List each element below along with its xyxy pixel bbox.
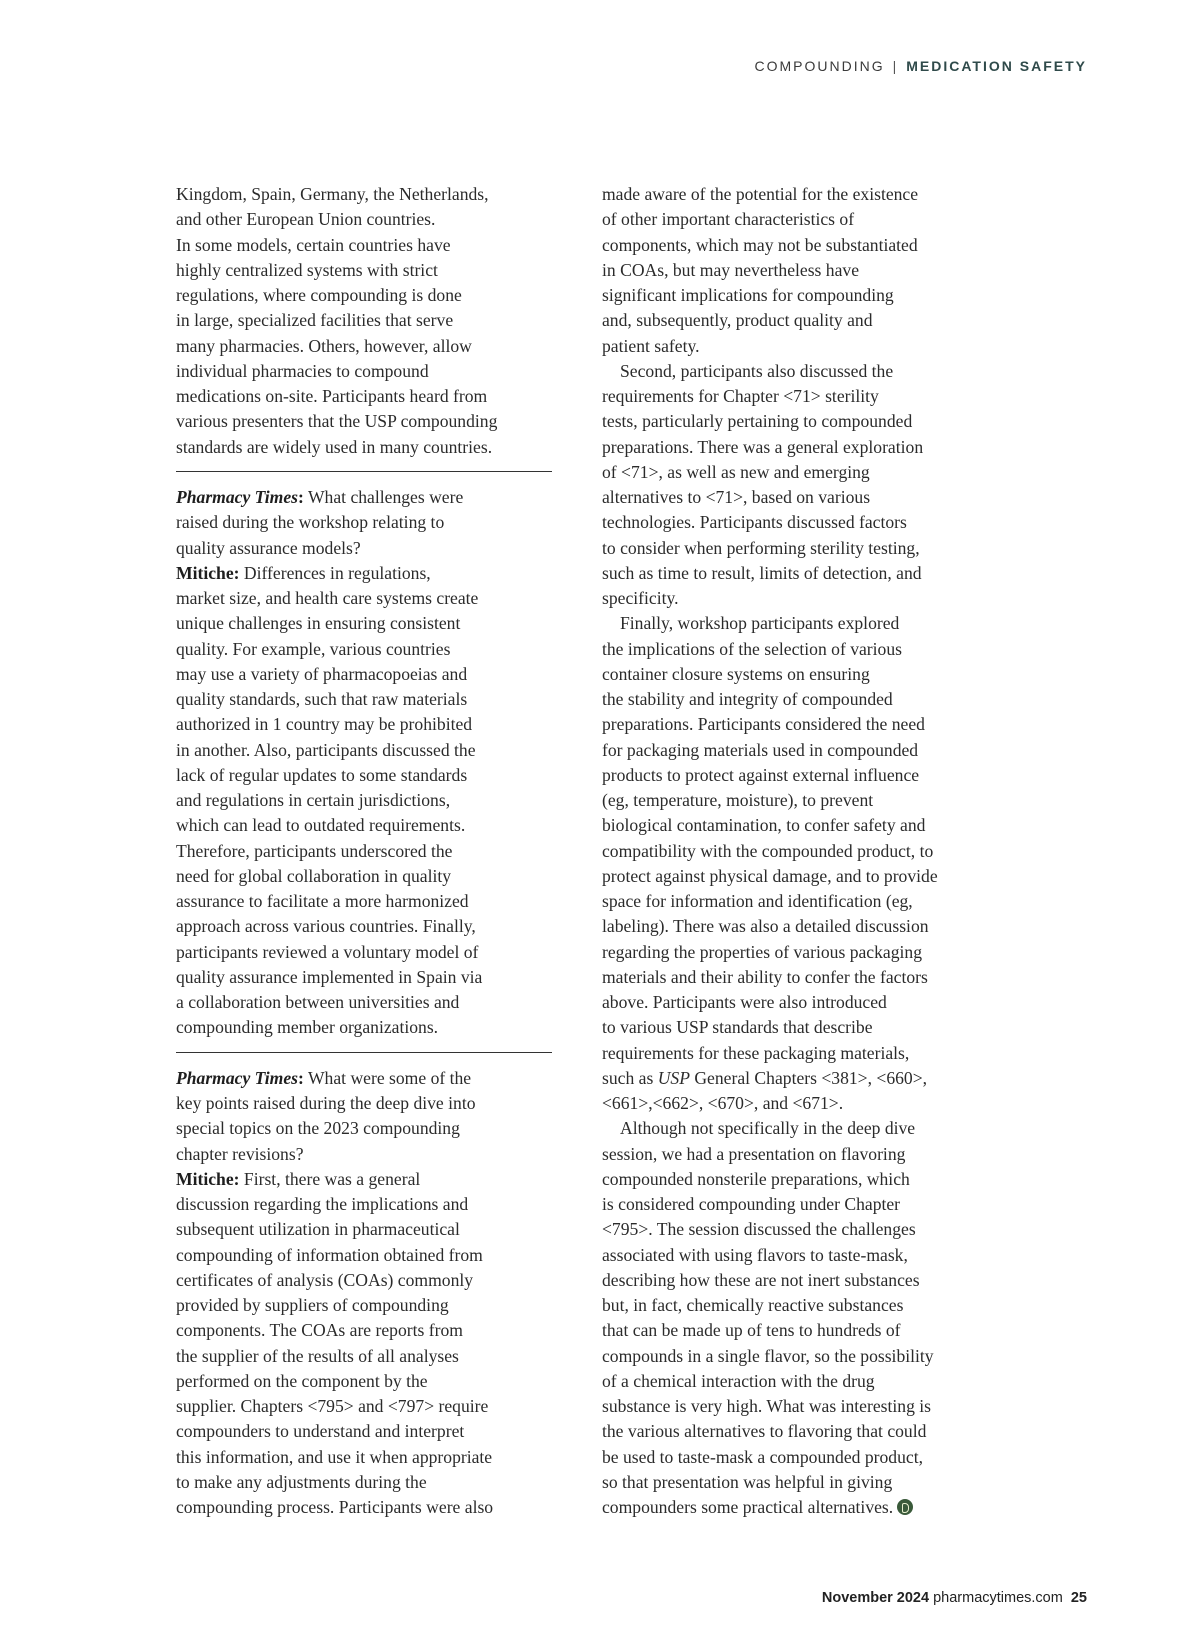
text-line: authorized in 1 country may be prohibited bbox=[176, 714, 473, 735]
text-line: the various alternatives to flavoring that could bbox=[602, 1421, 927, 1442]
text-line: supplier. Chapters <795> and <797> require bbox=[176, 1396, 489, 1416]
text-line: of <71>, as well as new and emerging bbox=[602, 461, 870, 482]
text-line: Although not specifically in the deep dive bbox=[620, 1118, 916, 1139]
text-line: compounds in a single flavor, so the possibility bbox=[602, 1345, 934, 1366]
text-line: preparations. There was a general exploration bbox=[602, 436, 924, 457]
text-line: compounding member organizations. bbox=[176, 1017, 439, 1038]
text-line: the stability and integrity of compounded bbox=[602, 689, 893, 709]
qa-block-2 bbox=[176, 1066, 571, 1521]
text-line: performed on the component by the bbox=[176, 1370, 428, 1391]
text-line: compounded nonsterile preparations, which bbox=[602, 1168, 910, 1189]
closing-line bbox=[602, 1495, 1012, 1520]
text-line: to make any adjustments during the bbox=[176, 1471, 427, 1492]
answer-continued bbox=[176, 1192, 571, 1520]
text-line: Second, participants also discussed the bbox=[620, 360, 894, 381]
text-line: compatibility with the compounded product, to bbox=[602, 840, 934, 861]
text-line: patient safety. bbox=[602, 335, 700, 356]
text-line: standards are widely used in many countries. bbox=[176, 436, 493, 457]
paragraph-3 bbox=[602, 611, 1012, 1066]
text-line: subsequent utilization in pharmaceutical bbox=[176, 1219, 460, 1240]
text-line: in COAs, but may nevertheless have bbox=[602, 259, 860, 280]
page-number: 25 bbox=[1070, 1590, 1087, 1606]
paragraph-2 bbox=[602, 359, 1012, 612]
text-line: approach across various countries. Finally, bbox=[176, 916, 476, 937]
header-section: MEDICATION SAFETY bbox=[906, 58, 1087, 74]
text-line: a collaboration between universities and bbox=[176, 992, 460, 1012]
usp-suffix: General Chapters <381>, <660>, bbox=[689, 1067, 928, 1088]
text-line: to various USP standards that describe bbox=[602, 1017, 873, 1038]
text-line: such as time to result, limits of detection, and bbox=[602, 562, 922, 583]
question-line: Pharmacy Times: What challenges were bbox=[176, 487, 464, 507]
text-line: the implications of the selection of various bbox=[602, 638, 902, 659]
answerer-label: Mitiche: bbox=[176, 562, 240, 583]
answer-text: Differences in regulations, bbox=[243, 562, 431, 583]
text-line: compounding process. Participants were also bbox=[176, 1497, 494, 1517]
text-line: for packaging materials used in compounded bbox=[602, 739, 919, 760]
text-line: Therefore, participants underscored the bbox=[176, 840, 453, 861]
qa-block-1 bbox=[176, 485, 571, 1041]
text-line: space for information and identification (eg, bbox=[602, 891, 913, 911]
question-text: What were some of the bbox=[307, 1067, 472, 1088]
text-line: session, we had a presentation on flavoring bbox=[602, 1143, 906, 1164]
text-line: in large, specialized facilities that serve bbox=[176, 310, 454, 331]
text-line: many pharmacies. Others, however, allow bbox=[176, 335, 472, 356]
text-line: alternatives to <71>, based on various bbox=[602, 487, 871, 507]
text-line: compounders to understand and interpret bbox=[176, 1421, 465, 1442]
section-divider bbox=[176, 460, 571, 485]
text-line: technologies. Participants discussed factors bbox=[602, 512, 907, 533]
question-continued bbox=[176, 510, 571, 561]
text-line: to consider when performing sterility testing, bbox=[602, 537, 920, 558]
text-line: compounding of information obtained from bbox=[176, 1244, 483, 1265]
pharmacy-times-end-mark-icon bbox=[897, 1499, 913, 1515]
answer-continued bbox=[176, 586, 571, 1041]
text-line: container closure systems on ensuring bbox=[602, 663, 870, 684]
text-line: requirements for these packaging materials, bbox=[602, 1042, 910, 1063]
text-line: unique challenges in ensuring consistent bbox=[176, 613, 461, 634]
text-line: which can lead to outdated requirements. bbox=[176, 815, 466, 836]
text-line: materials and their ability to confer the factors bbox=[602, 966, 928, 987]
text-line: of a chemical interaction with the drug bbox=[602, 1370, 875, 1391]
text-line: so that presentation was helpful in giving bbox=[602, 1471, 893, 1492]
text-line: is considered compounding under Chapter bbox=[602, 1194, 901, 1214]
usp-chapters-line bbox=[602, 1066, 1012, 1091]
text-line: may use a variety of pharmacopoeias and bbox=[176, 663, 468, 684]
text-line: provided by suppliers of compounding bbox=[176, 1295, 449, 1315]
text-line: that can be made up of tens to hundreds of bbox=[602, 1320, 901, 1341]
text-line: requirements for Chapter <71> sterility bbox=[602, 386, 879, 406]
text-line: above. Participants were also introduced bbox=[602, 992, 887, 1012]
text-line: the supplier of the results of all analyses bbox=[176, 1345, 459, 1366]
text-line: assurance to facilitate a more harmonized bbox=[176, 891, 469, 911]
text-line: this information, and use it when appropriate bbox=[176, 1446, 493, 1467]
text-line: but, in fact, chemically reactive substances bbox=[602, 1295, 904, 1315]
text-line: biological contamination, to confer safety and bbox=[602, 815, 926, 836]
text-line: components, which may not be substantiated bbox=[602, 234, 918, 255]
section-divider bbox=[176, 1041, 571, 1066]
text-line: and, subsequently, product quality and bbox=[602, 310, 873, 331]
text-line: specificity. bbox=[602, 588, 679, 608]
header-separator: | bbox=[892, 58, 899, 74]
text-line: Finally, workshop participants explored bbox=[620, 613, 900, 634]
text-line: significant implications for compounding bbox=[602, 285, 894, 305]
question-text: What challenges were bbox=[307, 487, 464, 507]
usp-chapters-line-2: <661>,<662>, <670>, and <671>. bbox=[602, 1093, 844, 1113]
site-url: pharmacytimes.com bbox=[933, 1590, 1063, 1606]
text-line: key points raised during the deep dive into bbox=[176, 1093, 476, 1113]
text-line: participants reviewed a voluntary model of bbox=[176, 941, 479, 962]
text-line: components. The COAs are reports from bbox=[176, 1320, 463, 1341]
left-column bbox=[176, 182, 571, 1520]
text-line: quality assurance implemented in Spain via bbox=[176, 966, 483, 987]
text-line: (eg, temperature, moisture), to prevent bbox=[602, 790, 874, 810]
text-line: <795>. The session discussed the challenges bbox=[602, 1219, 916, 1240]
asker-label: Pharmacy Times bbox=[176, 1067, 298, 1088]
text-line: and regulations in certain jurisdictions, bbox=[176, 790, 451, 810]
usp-italic: USP bbox=[657, 1067, 690, 1088]
text-line: labeling). There was also a detailed discussion bbox=[602, 916, 929, 937]
text-line: various presenters that the USP compounding bbox=[176, 411, 498, 432]
closing-text: compounders some practical alternatives. bbox=[602, 1497, 894, 1517]
text-line: preparations. Participants considered the need bbox=[602, 714, 925, 735]
text-line: medications on-site. Participants heard from bbox=[176, 386, 488, 406]
text-line: substance is very high. What was interesting is bbox=[602, 1396, 932, 1416]
paragraph-4 bbox=[602, 1116, 1012, 1495]
text-line: regarding the properties of various packaging bbox=[602, 941, 922, 962]
text-line: made aware of the potential for the existence bbox=[602, 184, 919, 204]
text-line: protect against physical damage, and to provide bbox=[602, 865, 938, 886]
text-line: individual pharmacies to compound bbox=[176, 360, 429, 381]
intro-paragraph bbox=[176, 182, 571, 460]
paragraph-1 bbox=[602, 182, 1012, 359]
text-line: raised during the workshop relating to bbox=[176, 512, 445, 533]
running-header bbox=[754, 58, 1087, 74]
question-line: Pharmacy Times: What were some of the bbox=[176, 1067, 472, 1088]
answer-text: First, there was a general bbox=[243, 1168, 421, 1189]
usp-prefix: such as bbox=[602, 1067, 658, 1088]
text-line: and other European Union countries. bbox=[176, 209, 436, 230]
header-category: COMPOUNDING bbox=[754, 58, 885, 74]
text-line: quality assurance models? bbox=[176, 537, 361, 558]
answer-line bbox=[176, 561, 571, 586]
asker-label: Pharmacy Times bbox=[176, 487, 298, 507]
text-line: tests, particularly pertaining to compounded bbox=[602, 411, 913, 432]
text-line: discussion regarding the implications and bbox=[176, 1194, 469, 1214]
text-line: describing how these are not inert substances bbox=[602, 1269, 920, 1290]
answer-line bbox=[176, 1167, 571, 1192]
text-line: quality. For example, various countries bbox=[176, 638, 451, 659]
text-line: certificates of analysis (COAs) commonly bbox=[176, 1269, 474, 1290]
text-line: market size, and health care systems create bbox=[176, 588, 479, 608]
text-line: products to protect against external influence bbox=[602, 764, 920, 785]
text-line: regulations, where compounding is done bbox=[176, 285, 462, 305]
text-line: need for global collaboration in quality bbox=[176, 865, 452, 886]
text-line: associated with using flavors to taste-mask, bbox=[602, 1244, 908, 1265]
text-line: of other important characteristics of bbox=[602, 209, 855, 230]
text-line: special topics on the 2023 compounding bbox=[176, 1118, 460, 1139]
page-footer bbox=[822, 1590, 1087, 1606]
text-line: Kingdom, Spain, Germany, the Netherlands, bbox=[176, 184, 489, 204]
question-continued bbox=[176, 1091, 571, 1167]
text-line: chapter revisions? bbox=[176, 1143, 304, 1164]
text-line: be used to taste-mask a compounded product, bbox=[602, 1446, 924, 1467]
text-line: in another. Also, participants discussed the bbox=[176, 739, 476, 760]
text-line: quality standards, such that raw materials bbox=[176, 689, 468, 709]
text-line: In some models, certain countries have bbox=[176, 234, 451, 255]
right-column bbox=[602, 182, 1012, 1520]
text-line: lack of regular updates to some standards bbox=[176, 764, 468, 785]
text-line: highly centralized systems with strict bbox=[176, 259, 438, 280]
answerer-label: Mitiche: bbox=[176, 1168, 240, 1189]
issue-date: November 2024 bbox=[821, 1590, 930, 1606]
